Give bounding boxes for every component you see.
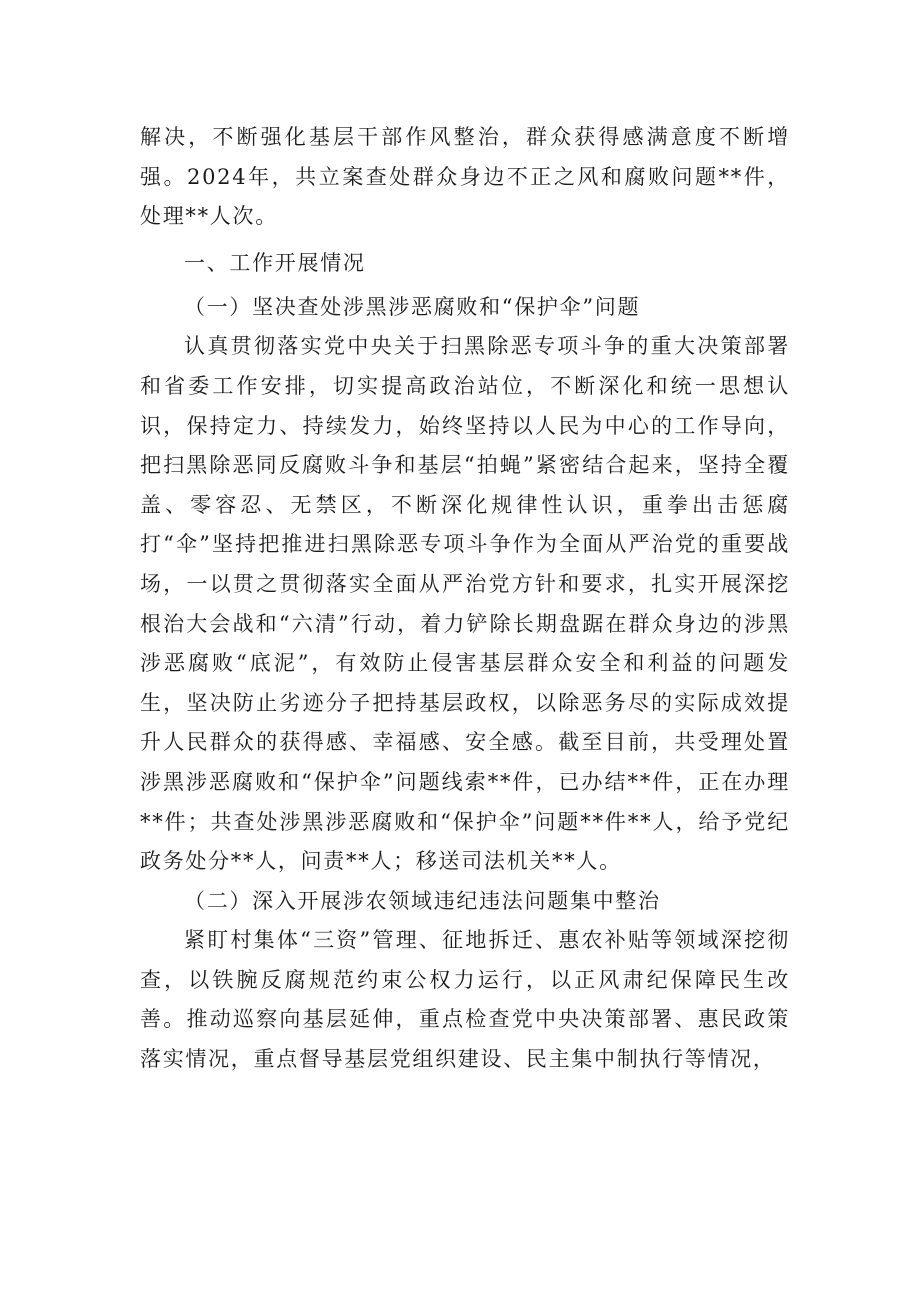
document-body [140,118,790,1080]
subsection-heading: （一）坚决查处涉黑涉恶腐败和“保护伞”问题 [184,294,641,319]
subsection-heading: （二）深入开展涉农领域违纪违法问题集中整治 [184,888,661,913]
body-paragraph: 紧盯村集体“三资”管理、征地拆迁、惠农补贴等领域深挖彻查，以铁腕反腐规范约束公权力运行，以正风肃纪保障民生改善。推动巡察向基层延伸，重点检查党中央决策部署、惠民政策落实情况，重点督导基层党组织建设、民主集中制执行等情况， [140,928,790,1072]
body-paragraph: 认真贯彻落实党中央关于扫黑除恶专项斗争的重大决策部署和省委工作安排，切实提高政治站位，不断深化和统一思想认识，保持定力、持续发力，始终坚持以人民为中心的工作导向，把扫黑除恶同反腐败斗争和基层“拍蝇”紧密结合起来，坚持全覆盖、零容忍、无禁区，不断深化规律性认识，重拳出击惩腐打“伞”坚持把推进扫黑除恶专项斗争作为全面从严治党的重要战场，一以贯之贯彻落实全面从严治党方针和要求，扎实开展深挖根治大会战和“六清”行动，着力铲除长期盘踞在群众身边的涉黑涉恶腐败“底泥”，有效防止侵害基层群众安全和利益的问题发生，坚决防止劣迹分子把持基层政权，以除恶务尽的实际成效提升人民群众的获得感、幸福感、安全感。截至目前，共受理处置涉黑涉恶腐败和“保护伞”问题线索**件，已办结**件，正在办理**件；共查处涉黑涉恶腐败和“保护伞”问题**件**人，给予党纪政务处分**人，问责**人；移送司法机关**人。 [140,334,790,874]
intro-paragraph: 解决，不断强化基层干部作风整治，群众获得感满意度不断增强。2024年，共立案查处群众身边不正之风和腐败问题**件，处理**人次。 [140,125,790,229]
section-heading: 一、工作开展情况 [184,250,366,275]
